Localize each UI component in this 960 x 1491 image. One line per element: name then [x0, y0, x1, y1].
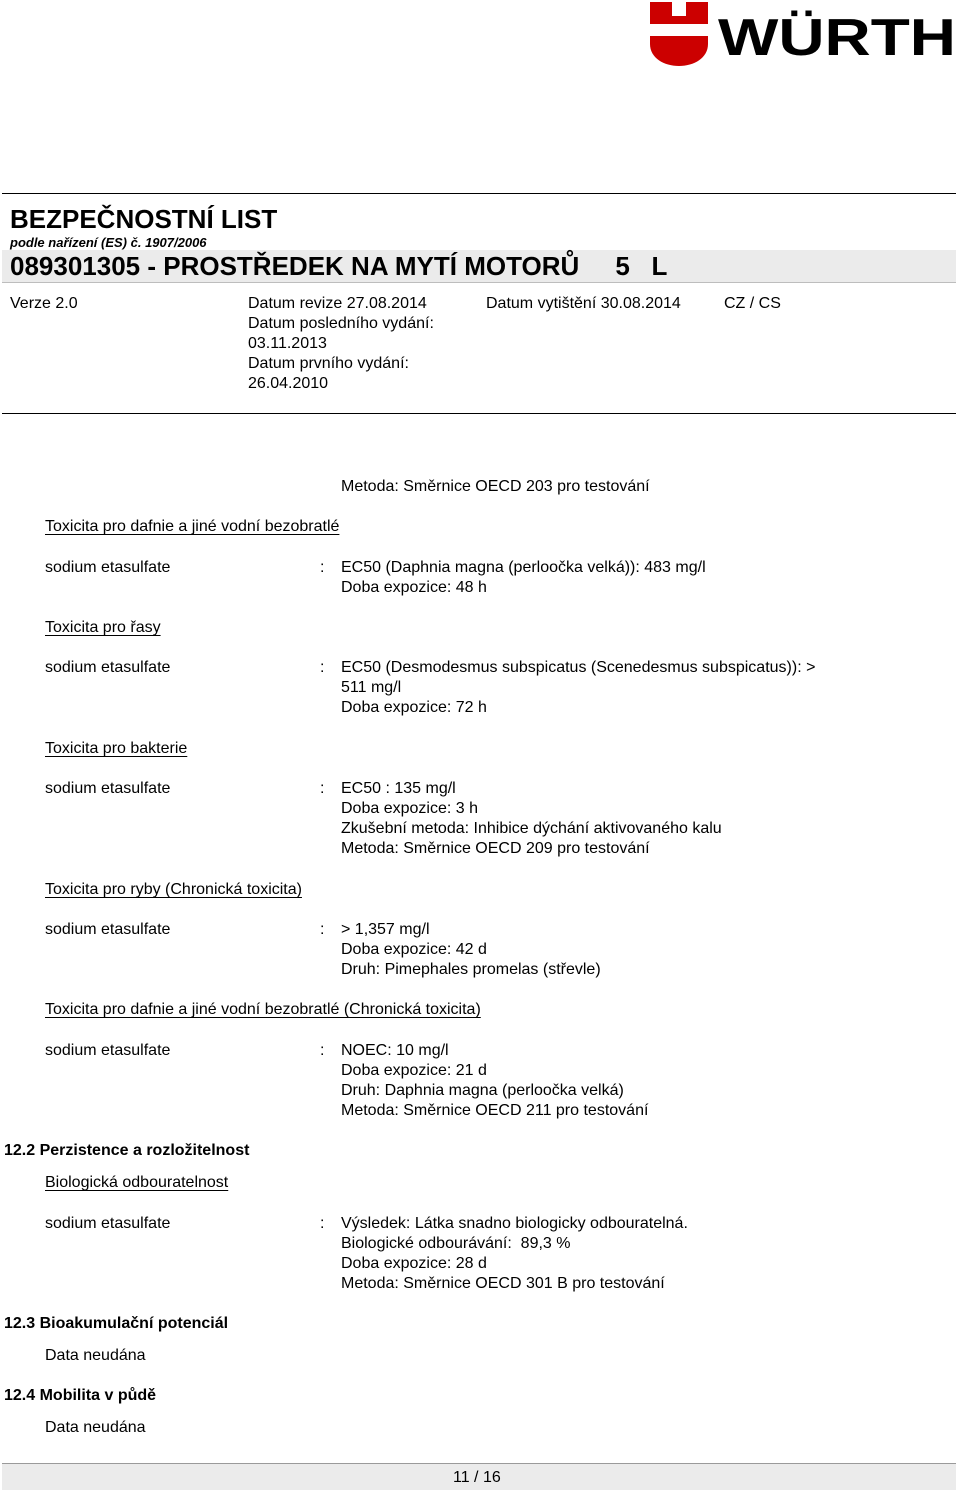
fish-chronic-line: Druh: Pimephales promelas (střevle): [341, 961, 601, 978]
fish-chronic-line: Doba expozice: 42 d: [341, 941, 487, 958]
locale-code: CZ / CS: [724, 295, 781, 312]
first-issue-label: Datum prvního vydání:: [248, 355, 409, 372]
daphnia-heading: Toxicita pro dafnie a jiné vodní bezobratlé: [45, 518, 340, 535]
brand-wordmark: WÜRTH: [718, 9, 956, 67]
biodeg-line: Biologické odbourávání: 89,3 %: [341, 1235, 571, 1252]
daphnia-substance: sodium etasulfate: [45, 559, 171, 576]
daphnia-chronic-heading: Toxicita pro dafnie a jiné vodní bezobratlé (Chronická toxicita): [45, 1001, 481, 1018]
biodeg-line: Metoda: Směrnice OECD 301 B pro testování: [341, 1275, 665, 1292]
daphnia-line: EC50 (Daphnia magna (perloočka velká)): 483 mg/l: [341, 559, 706, 576]
algae-heading: Toxicita pro řasy: [45, 619, 161, 636]
algae-sep: :: [320, 659, 325, 676]
version-label: Verze 2.0: [10, 295, 78, 312]
section-12-2-heading: 12.2 Perzistence a rozložitelnost: [4, 1142, 250, 1159]
fish-chronic-heading: Toxicita pro ryby (Chronická toxicita): [45, 881, 302, 898]
algae-line: 511 mg/l: [341, 679, 402, 696]
daphnia-line: Doba expozice: 48 h: [341, 579, 487, 596]
first-issue-value: 26.04.2010: [248, 375, 329, 392]
fish-chronic-substance: sodium etasulfate: [45, 921, 171, 938]
bacteria-substance: sodium etasulfate: [45, 780, 171, 797]
daphnia-chronic-sep: :: [320, 1042, 325, 1059]
daphnia-chronic-substance: sodium etasulfate: [45, 1042, 171, 1059]
revision-date: Datum revize 27.08.2014: [248, 295, 427, 312]
algae-line: EC50 (Desmodesmus subspicatus (Scenedesmus subspicatus)): >: [341, 659, 816, 676]
wurth-logo: [646, 0, 958, 70]
bacteria-heading: Toxicita pro bakterie: [45, 740, 188, 757]
header-top-rule: [2, 193, 956, 194]
document-title: BEZPEČNOSTNÍ LIST: [10, 204, 278, 234]
last-issue-value: 03.11.2013: [248, 335, 327, 352]
daphnia-sep: :: [320, 559, 325, 576]
section-12-3-text: Data neudána: [45, 1347, 146, 1364]
section-12-4-text: Data neudána: [45, 1419, 146, 1436]
page-number: 11 / 16: [453, 1469, 501, 1486]
daphnia-chronic-line: NOEC: 10 mg/l: [341, 1042, 449, 1059]
regulation-subtitle: podle nařízení (ES) č. 1907/2006: [10, 235, 207, 250]
product-name: 089301305 - PROSTŘEDEK NA MYTÍ MOTORŮ 5 L: [10, 251, 668, 281]
biodeg-substance: sodium etasulfate: [45, 1215, 171, 1232]
algae-substance: sodium etasulfate: [45, 659, 171, 676]
daphnia-chronic-line: Metoda: Směrnice OECD 211 pro testování: [341, 1102, 649, 1119]
biodeg-line: Doba expozice: 28 d: [341, 1255, 487, 1272]
fish-chronic-sep: :: [320, 921, 325, 938]
section-12-4-heading: 12.4 Mobilita v půdě: [4, 1387, 157, 1404]
bacteria-line: Metoda: Směrnice OECD 209 pro testování: [341, 840, 650, 857]
section-12-3-heading: 12.3 Bioakumulační potenciál: [4, 1315, 229, 1332]
biodeg-sep: :: [320, 1215, 325, 1232]
bacteria-line: Zkušební metoda: Inhibice dýchání aktivovaného kalu: [341, 820, 722, 837]
header-bottom-rule: [2, 413, 956, 414]
fish-method-line: Metoda: Směrnice OECD 203 pro testování: [341, 478, 650, 495]
last-issue-label: Datum posledního vydání:: [248, 315, 434, 332]
bacteria-line: EC50 : 135 mg/l: [341, 780, 456, 797]
biodeg-line: Výsledek: Látka snadno biologicky odbouratelná.: [341, 1215, 688, 1232]
daphnia-chronic-line: Doba expozice: 21 d: [341, 1062, 487, 1079]
bacteria-sep: :: [320, 780, 325, 797]
print-date: Datum vytištění 30.08.2014: [486, 295, 681, 312]
fish-chronic-line: > 1,357 mg/l: [341, 921, 430, 938]
bacteria-line: Doba expozice: 3 h: [341, 800, 478, 817]
daphnia-chronic-line: Druh: Daphnia magna (perloočka velká): [341, 1082, 624, 1099]
biodegradability-heading: Biologická odbouratelnost: [45, 1174, 229, 1191]
algae-line: Doba expozice: 72 h: [341, 699, 487, 716]
